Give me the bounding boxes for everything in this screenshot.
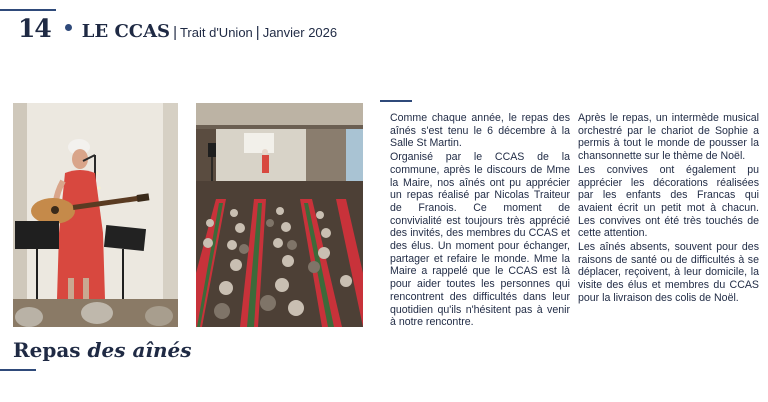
article-column-1 bbox=[390, 112, 570, 330]
paragraph: Comme chaque année, le repas des aînés s'est tenu le 6 décembre à la Salle St Martin. bbox=[390, 112, 570, 150]
column-accent-line bbox=[380, 100, 412, 102]
issue-date: Janvier 2026 bbox=[262, 25, 338, 40]
top-accent-line bbox=[0, 9, 56, 11]
header-separator-2: | bbox=[255, 24, 260, 41]
article-title-italic: des aînés bbox=[80, 338, 192, 362]
header-separator: | bbox=[173, 24, 177, 41]
article-column-2 bbox=[578, 112, 759, 306]
paragraph: Les convives ont également pu apprécier les décorations réalisées par les enfants des Francas qui avaient écrit un petit mot à chacun. Les convives ont été très touchés de cette attention. bbox=[578, 163, 759, 240]
paragraph: Organisé par le CCAS de la commune, après le discours de Mme la Maire, nos aînés ont pu apprécier un repas réalisé par Nicolas Traiteur de Franois. Ce moment de convivialité est toujours très apprécié des invités, des membres du CCAS et des élus. Un moment pour échanger, partager et refaire le monde. Mme la Maire a rappelé que le CCAS est là pour aider toutes les personnes qui rencontrent des difficultés dans leur quotidien qu'ils n'hésitent pas à venir à notre rencontre. bbox=[390, 151, 570, 329]
paragraph: Les aînés absents, souvent pour des raisons de santé ou de difficultés à se déplacer, reçoivent, à leur domicile, la visite des élus et membres du CCAS pour la livraison des colis de Noël. bbox=[578, 241, 759, 304]
title-accent-line bbox=[0, 369, 36, 371]
page-header bbox=[18, 14, 337, 44]
article-title bbox=[13, 338, 192, 362]
publication-name: Trait d'Union bbox=[179, 25, 253, 40]
bullet-dot-icon bbox=[65, 24, 72, 31]
paragraph: Après le repas, un intermède musical orchestré par le chariot de Sophie a permis à tout le monde de pousser la chansonnette sur le thème de Noël. bbox=[578, 112, 759, 163]
singer-photo bbox=[13, 103, 178, 327]
article-title-main: Repas bbox=[13, 338, 81, 362]
dining-hall-photo bbox=[196, 103, 363, 327]
section-title: LE CCAS bbox=[81, 21, 171, 42]
page-number: 14 bbox=[18, 14, 51, 43]
